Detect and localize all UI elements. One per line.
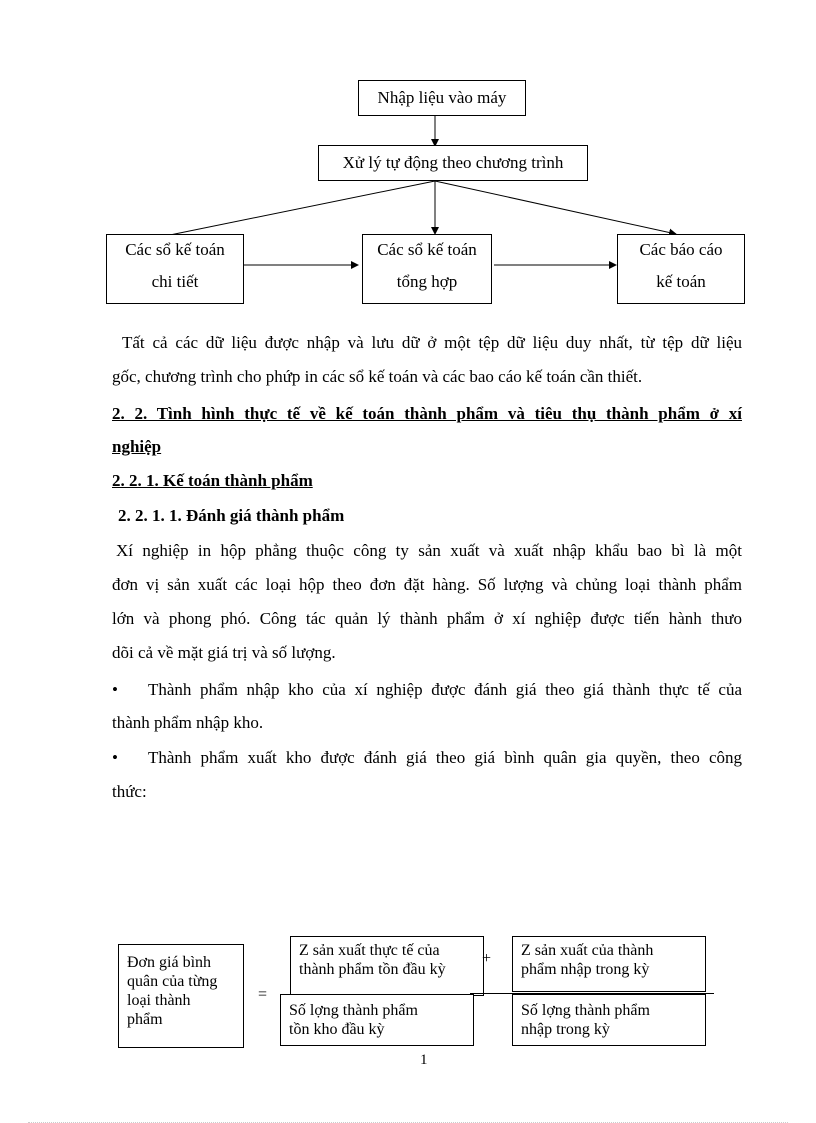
- heading-2-2-line-1: 2. 2. Tình hình thực tế về kế toán thành phẩm và tiêu thụ thành phẩm ở xí: [112, 404, 742, 423]
- formula-lhs-box: Đơn giá bình quân của từng loại thành phẩm: [118, 944, 244, 1048]
- bullet-2-line-2: thức:: [112, 782, 147, 801]
- line-process-to-detail: [165, 181, 435, 236]
- summary-books-box: Các sổ kế toán tổng hợp: [362, 234, 492, 304]
- intro-line-1: Tất cả các dữ liệu được nhập và lưu dữ ở một tệp dữ liệu duy nhất, từ tệp dữ liệu: [122, 333, 742, 352]
- formula-plus: +: [482, 950, 492, 967]
- formula-numerator-2: Z sản xuất của thành phẩm nhập trong kỳ: [512, 936, 706, 992]
- detail-books-box: Các sổ kế toán chi tiết: [106, 234, 244, 304]
- arrow-process-to-reports: [435, 181, 676, 234]
- page-number: 1: [420, 1052, 428, 1068]
- bullet-2-line-1: Thành phẩm xuất kho được đánh giá theo giá bình quân gia quyền, theo công: [148, 748, 742, 767]
- formula-equals: =: [258, 986, 268, 1003]
- bullet-2-icon: •: [112, 748, 118, 767]
- input-box: Nhập liệu vào máy: [358, 80, 526, 116]
- heading-2-2-1: 2. 2. 1. Kế toán thành phẩm: [112, 471, 313, 490]
- bullet-1-line-2: thành phẩm nhập kho.: [112, 713, 264, 732]
- process-box: Xử lý tự động theo chương trình: [318, 145, 588, 181]
- formula-numerator-1: Z sản xuất thực tế của thành phẩm tồn đầu kỳ: [290, 936, 484, 996]
- heading-2-2-line-2: nghiệp: [112, 437, 162, 456]
- formula-denominator-2: Số lợng thành phẩm nhập trong kỳ: [512, 994, 706, 1046]
- reports-box: Các báo cáo kế toán: [617, 234, 745, 304]
- formula-denominator-1: Số lợng thành phẩm tồn kho đầu kỳ: [280, 994, 474, 1046]
- heading-2-2-1-1: 2. 2. 1. 1. Đánh giá thành phẩm: [118, 506, 345, 525]
- body-p1-line-1: Xí nghiệp in hộp phẳng thuộc công ty sản xuất và xuất nhập khẩu bao bì là một: [116, 541, 742, 560]
- bullet-1-line-1: Thành phẩm nhập kho của xí nghiệp được đánh giá theo giá thành thực tế của: [148, 680, 742, 699]
- bullet-1-icon: •: [112, 680, 118, 699]
- intro-line-2: gốc, chương trình cho phứp in các sổ kế toán và các bao cáo kế toán cần thiết.: [112, 367, 643, 386]
- body-p1-line-4: dõi cả về mặt giá trị và số lượng.: [112, 643, 336, 662]
- body-p1-line-2: đơn vị sản xuất các loại hộp theo đơn đặt hàng. Số lượng và chủng loại thành phẩm: [112, 575, 742, 594]
- body-p1-line-3: lớn và phong phó. Công tác quản lý thành phẩm ở xí nghiệp được tiến hành thưo: [112, 609, 742, 628]
